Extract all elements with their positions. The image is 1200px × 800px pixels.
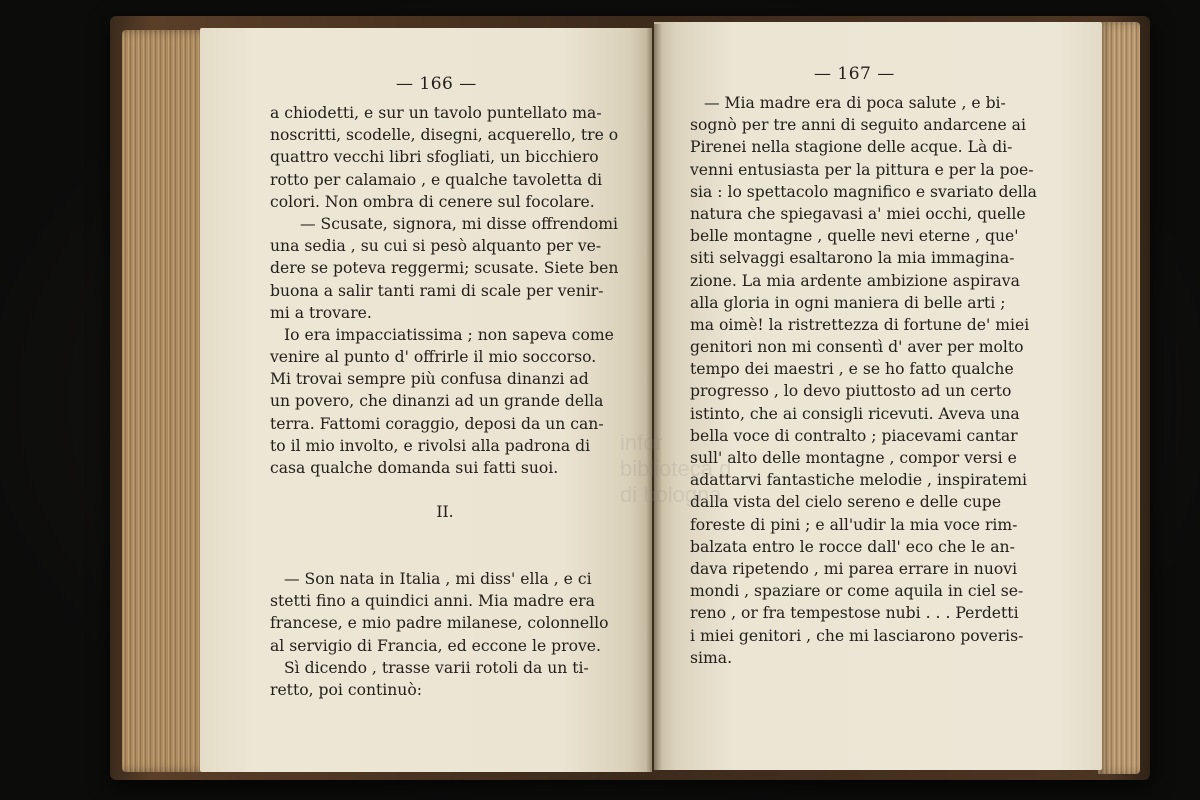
chapter-heading: II. (436, 503, 454, 522)
text-line: Sì dicendo , trasse varii rotoli da un ti- (284, 658, 589, 677)
text-line: Pirenei nella stagione delle acque. Là di- (690, 138, 1013, 157)
text-line: tempo dei maestri , e se ho fatto qualche (690, 360, 1014, 379)
text-line: foreste di pini ; e all'udir la mia voce rim- (690, 515, 1018, 534)
text-line: sima. (690, 648, 733, 667)
text-line: — Son nata in Italia , mi diss' ella , e ci (284, 569, 592, 588)
text-line: zione. La mia ardente ambizione aspirava (690, 271, 1020, 290)
text-line: mondi , spaziare or come aquila in ciel se- (690, 582, 1024, 601)
text-line: dava ripetendo , mi parea errare in nuovi (690, 559, 1018, 578)
left-page-body (270, 102, 620, 701)
text-line: noscritti, scodelle, disegni, acquerello, tre o (270, 126, 619, 145)
text-line: mi a trovare. (270, 303, 372, 322)
text-line: buona a salir tanti rami di scale per venir- (270, 281, 604, 300)
text-line: istinto, che ai consigli ricevuti. Aveva una (690, 404, 1020, 423)
text-line: balzata entro le rocce dall' eco che le an- (690, 537, 1015, 556)
text-line: belle montagne , quelle nevi eterne , que' (690, 227, 1019, 246)
page-block-left-edge (122, 30, 212, 772)
text-line: al servigio di Francia, ed eccone le prove. (270, 636, 601, 655)
right-page-body (690, 92, 1037, 669)
text-line: reno , or fra tempestose nubi . . . Perdetti (690, 604, 1019, 623)
text-line: Mi trovai sempre più confusa dinanzi ad (270, 370, 589, 389)
page-number: — 167 — (814, 64, 895, 84)
text-line: bella voce di contralto ; piacevami cantar (690, 426, 1018, 445)
text-line: casa qualche domanda sui fatti suoi. (270, 459, 559, 477)
text-line: venni entusiasta per la pittura e per la poe- (690, 160, 1034, 179)
text-line: progresso , lo devo piuttosto ad un certo (690, 382, 1012, 401)
text-line: rotto per calamaio , e qualche tavoletta di (270, 170, 603, 189)
blank-line (270, 546, 620, 568)
text-line: stetti fino a quindici anni. Mia madre era (270, 592, 595, 611)
text-line: francese, e mio padre milanese, colonnello (270, 614, 609, 633)
text-line: siti selvaggi esaltarono la mia immagina- (690, 249, 1015, 268)
text-line: dere se poteva reggermi; scusate. Siete ben (270, 259, 619, 278)
text-line: i miei genitori , che mi lasciarono poveris- (690, 626, 1024, 645)
page-number: — 166 — (396, 74, 477, 94)
text-line: un povero, che dinanzi ad un grande della (270, 392, 604, 411)
blank-line (270, 479, 620, 501)
text-line: natura che spiegavasi a' miei occhi, quelle (690, 204, 1026, 223)
text-line: genitori non mi consentì d' aver per molto (690, 338, 1024, 357)
text-line: sognò per tre anni di seguito andarcene ai (690, 116, 1026, 135)
right-page (654, 22, 1102, 770)
text-line: venire al punto d' offrirle il mio soccorso. (270, 348, 597, 367)
text-line: — Scusate, signora, mi disse offrendomi (300, 214, 619, 233)
text-line: — Mia madre era di poca salute , e bi- (704, 94, 1006, 112)
text-line: terra. Fattomi coraggio, deposi da un can- (270, 414, 604, 433)
text-line: sull' alto delle montagne , compor versi e (690, 449, 1017, 467)
text-line: alla gloria in ogni maniera di belle arti ; (690, 293, 1006, 312)
book-gutter (646, 24, 662, 772)
blank-line (270, 524, 620, 546)
page-block-right-edge (1098, 22, 1140, 774)
text-line: quattro vecchi libri sfogliati, un bicchiero (270, 148, 599, 167)
text-line: adattarvi fantastiche melodie , inspiratemi (690, 471, 1027, 490)
text-line: dalla vista del cielo sereno e delle cupe (690, 493, 1002, 512)
left-page (200, 28, 652, 772)
text-line: to il mio involto, e rivolsi alla padrona di (270, 436, 591, 455)
text-line: ma oimè! la ristrettezza di fortune de' miei (690, 315, 1030, 334)
text-line: una sedia , su cui si pesò alquanto per ve- (270, 237, 602, 256)
text-line: sia : lo spettacolo magnifico e svariato della (690, 182, 1037, 201)
text-line: Io era impacciatissima ; non sapeva come (284, 325, 614, 344)
text-line: retto, poi continuò: (270, 680, 422, 699)
text-line: colori. Non ombra di cenere sul focolare. (270, 192, 595, 211)
text-line: a chiodetti, e sur un tavolo puntellato ma- (270, 104, 602, 122)
